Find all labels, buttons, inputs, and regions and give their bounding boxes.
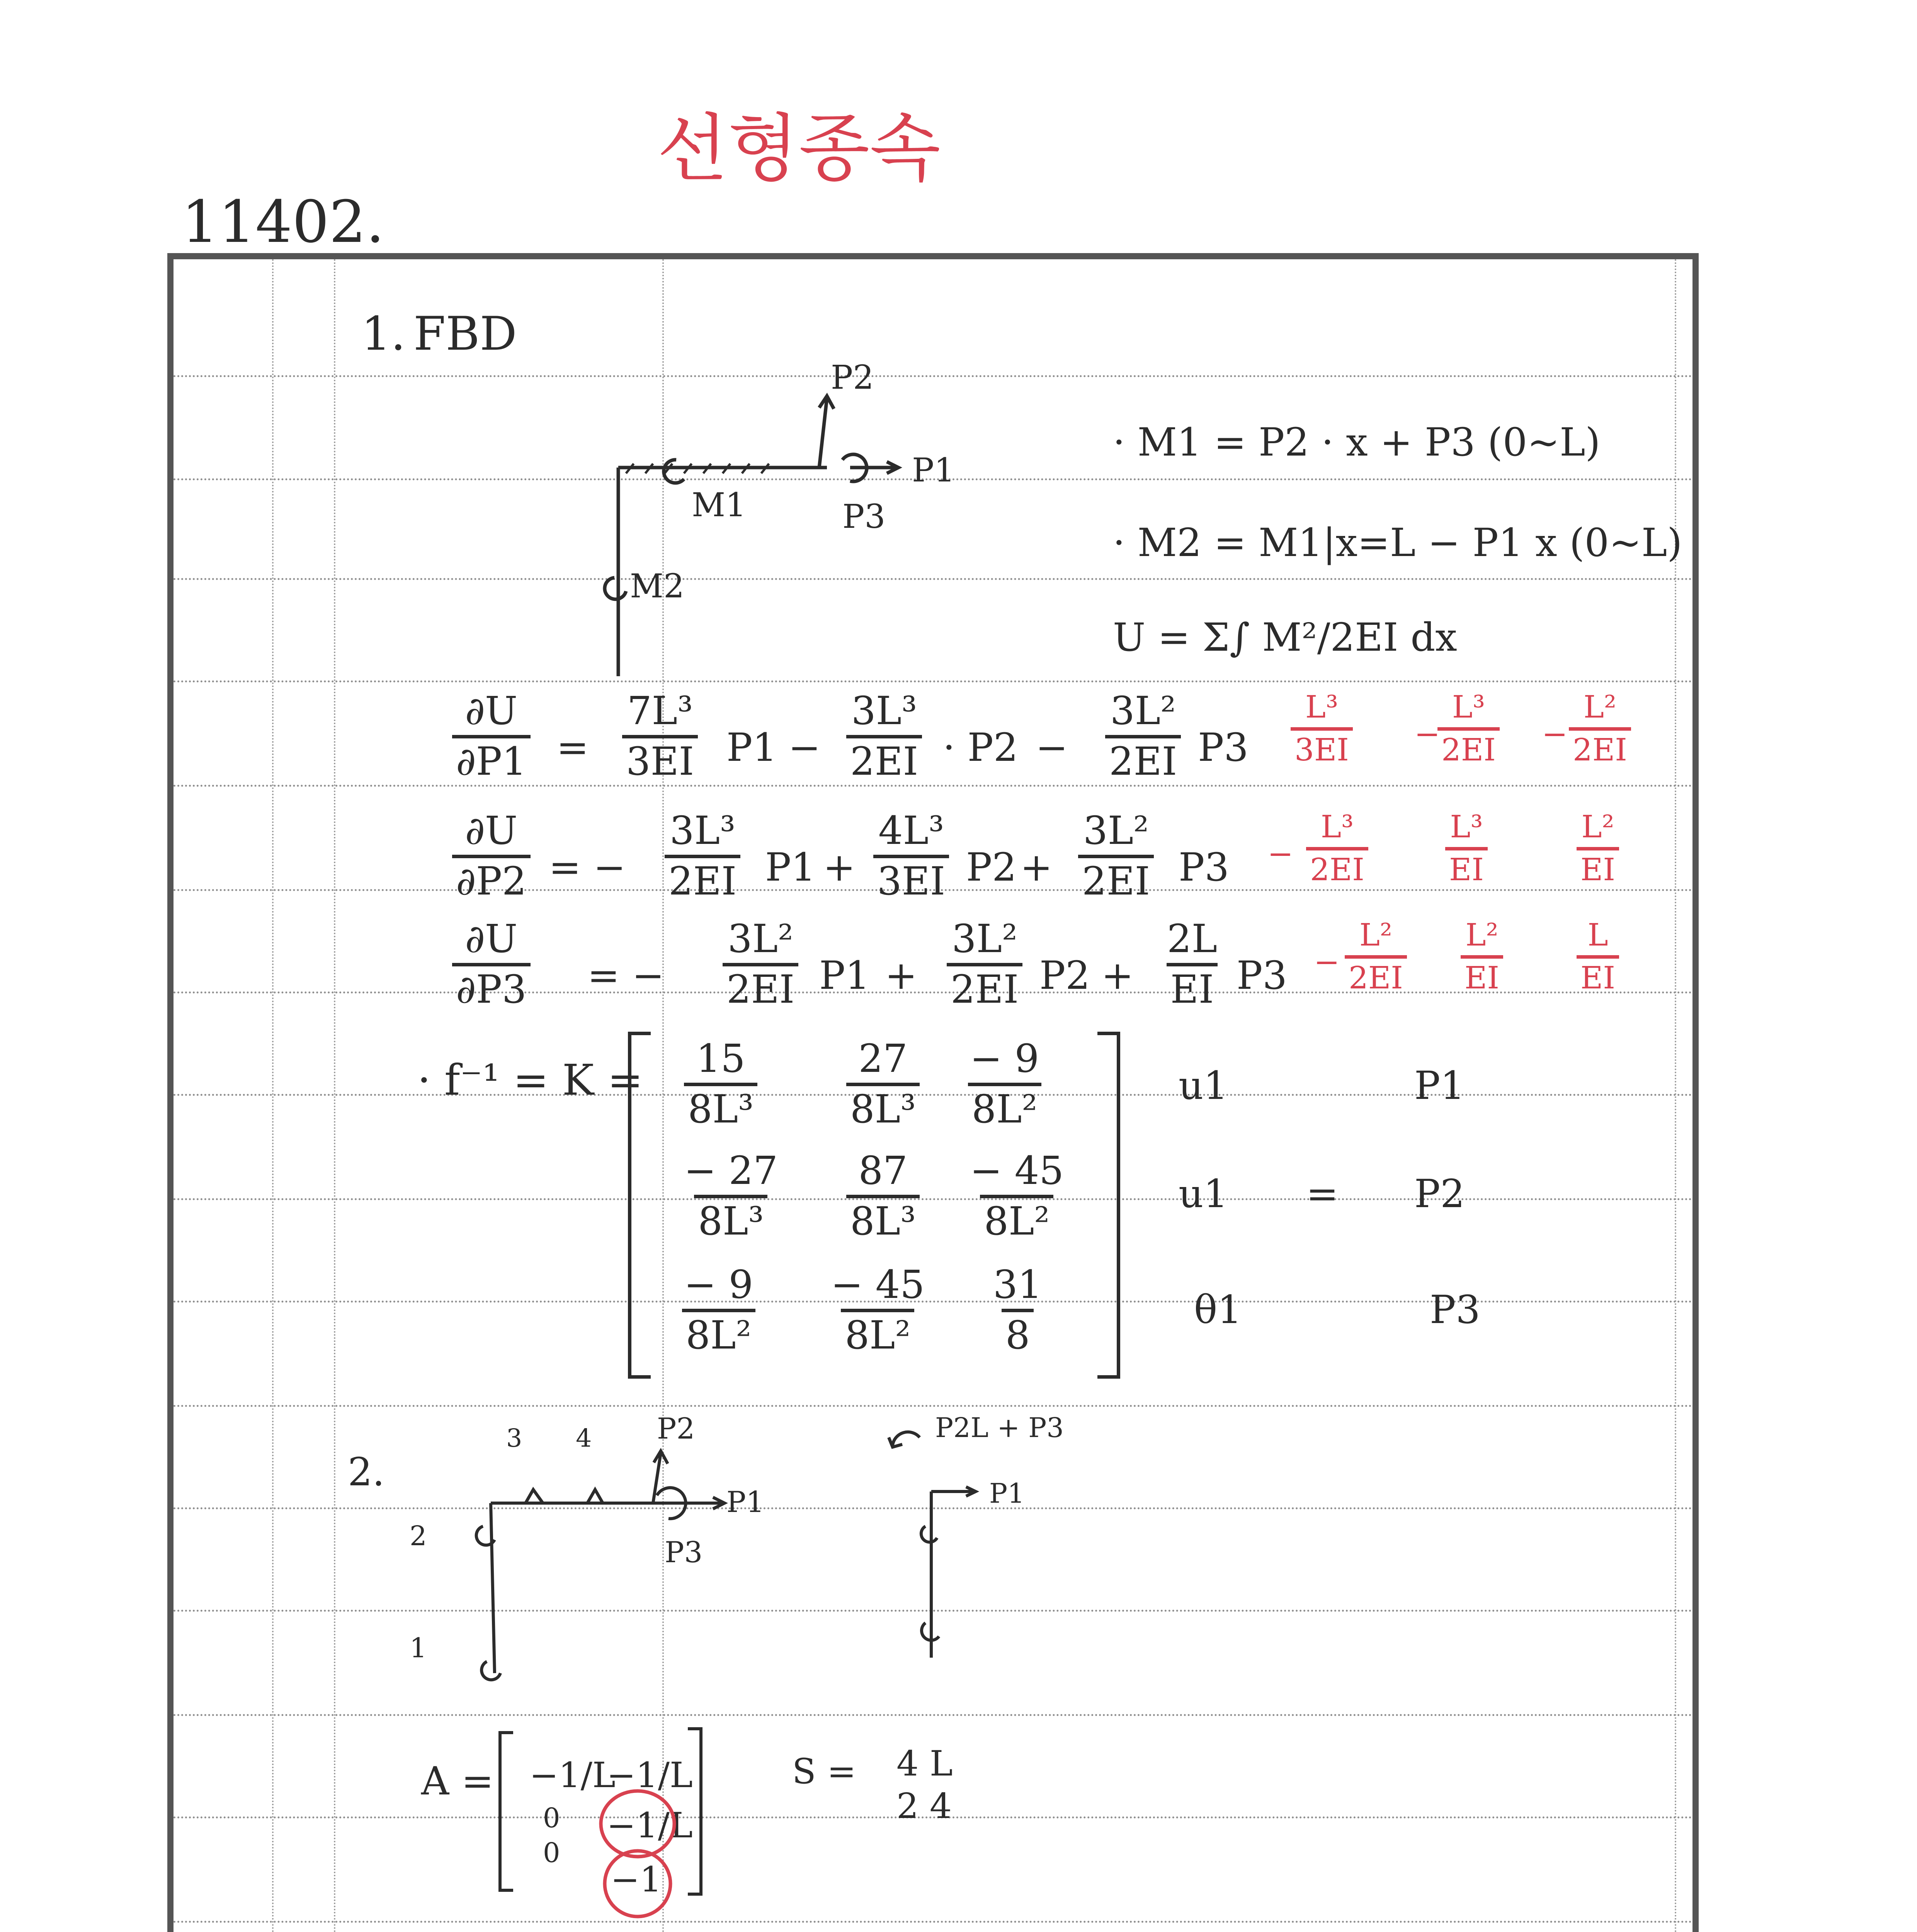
displacement-u1: u1 — [1179, 1171, 1228, 1216]
cell-numerator: − 45 — [970, 1148, 1064, 1193]
red-denominator: 2EI — [1569, 727, 1631, 765]
term-numerator: 3L³ — [851, 688, 917, 733]
fig-label-p2: P2 — [657, 1412, 695, 1446]
fbd-label-p3: P3 — [842, 498, 886, 536]
term-variable: P3 — [1179, 845, 1229, 890]
fbd-label-m1: M1 — [692, 486, 747, 524]
term-numerator: 3L² — [952, 916, 1018, 961]
cell-numerator: − 27 — [684, 1148, 778, 1193]
red-numerator: L³ — [1320, 809, 1354, 845]
cell-denominator: 8L² — [968, 1083, 1041, 1129]
term-variable: · P2 — [943, 725, 1018, 770]
term-sign: + — [885, 953, 917, 998]
term-denominator: 2EI — [1105, 735, 1181, 781]
term-numerator: 4L³ — [878, 808, 944, 853]
cell-numerator: − 9 — [970, 1036, 1039, 1081]
red-denominator: 2EI — [1437, 727, 1500, 765]
cell-numerator: − 9 — [684, 1262, 754, 1307]
red-denominator: EI — [1461, 955, 1503, 993]
load-p3: P3 — [1430, 1287, 1480, 1332]
term-variable: P1 — [726, 725, 777, 770]
node-label-4: 4 — [576, 1424, 592, 1453]
red-numerator: L — [1587, 917, 1608, 953]
red-sign: − — [1542, 716, 1568, 752]
term-fraction — [1078, 808, 1154, 904]
matrix-cell — [966, 1148, 1068, 1244]
section2-label: 2. — [348, 1449, 385, 1495]
fig2-moment-label: P2L + P3 — [935, 1412, 1064, 1444]
fbd-label-m2: M2 — [630, 567, 685, 605]
page-title: 선형종속 — [657, 106, 941, 191]
red-numerator: L³ — [1452, 689, 1485, 725]
matrix-cell — [827, 1262, 929, 1358]
lhs-fraction — [452, 688, 531, 784]
term-sign: − — [1036, 725, 1068, 770]
term-fraction — [846, 688, 922, 784]
node-label-1: 1 — [410, 1632, 427, 1664]
section1-heading: FBD — [413, 307, 517, 361]
load-p2: P2 — [1414, 1171, 1465, 1216]
term-fraction — [723, 916, 798, 1012]
matrix-cell — [680, 1148, 782, 1244]
cell-denominator: 8L³ — [684, 1083, 757, 1129]
lhs-denominator: ∂P3 — [452, 963, 531, 1009]
node-label-3: 3 — [506, 1424, 522, 1453]
red-coefficient — [1577, 809, 1619, 888]
term-sign: − — [788, 725, 821, 770]
lhs-fraction — [452, 808, 531, 904]
red-sign: − — [1267, 836, 1294, 872]
s-value: 4 L — [896, 1743, 953, 1784]
red-sign: − — [1414, 716, 1441, 752]
matrix-cell — [989, 1262, 1046, 1358]
red-coefficient — [1437, 689, 1500, 768]
cell-numerator: 15 — [696, 1036, 745, 1081]
term-sign: = − — [587, 953, 665, 998]
fig-label-p3: P3 — [665, 1535, 703, 1569]
fig2-p1-label: P1 — [989, 1478, 1025, 1509]
red-coefficient — [1577, 917, 1619, 996]
term-fraction — [622, 688, 698, 784]
red-denominator: EI — [1577, 847, 1619, 885]
rule-line — [173, 785, 1692, 787]
cell-numerator: 87 — [858, 1148, 908, 1193]
red-sign: − — [1314, 944, 1340, 980]
cell-denominator: 8L² — [682, 1309, 755, 1355]
lhs-numerator: ∂U — [465, 808, 518, 853]
term-denominator: 2EI — [665, 855, 740, 901]
term-numerator: 3L² — [1083, 808, 1149, 853]
term-sign: + — [1101, 953, 1134, 998]
load-p1: P1 — [1414, 1063, 1465, 1108]
a-matrix-cell: −1 — [611, 1859, 662, 1900]
red-denominator: EI — [1577, 955, 1619, 993]
red-numerator: L² — [1581, 809, 1614, 845]
matrix-left-bracket — [628, 1032, 651, 1379]
equation-u: U = Σ∫ M²/2EI dx — [1113, 615, 1457, 660]
term-numerator: 2L — [1167, 916, 1218, 961]
s-label: S = — [792, 1751, 856, 1792]
a-matrix-cell: −1/L — [529, 1755, 616, 1796]
lhs-numerator: ∂U — [465, 688, 518, 733]
equation-m1: · M1 = P2 · x + P3 (0~L) — [1113, 420, 1601, 465]
red-coefficient — [1569, 689, 1631, 768]
fig-label-p1: P1 — [726, 1485, 765, 1519]
cell-denominator: 8L² — [841, 1309, 914, 1355]
cell-denominator: 8L³ — [846, 1195, 920, 1241]
lhs-numerator: ∂U — [465, 916, 518, 961]
cell-numerator: 27 — [858, 1036, 908, 1081]
stiffness-label: · f⁻¹ = K = — [417, 1055, 643, 1105]
matrix-right-bracket — [1097, 1032, 1120, 1379]
a-matrix-cell: −1/L — [607, 1755, 693, 1796]
lhs-denominator: ∂P1 — [452, 735, 531, 781]
cell-denominator: 8 — [1002, 1309, 1034, 1355]
red-denominator: 2EI — [1345, 955, 1407, 993]
equation-m2: · M2 = M1|x=L − P1 x (0~L) — [1113, 520, 1682, 565]
fbd-label-p2: P2 — [831, 359, 874, 397]
term-numerator: 3L² — [1110, 688, 1176, 733]
red-numerator: L² — [1465, 917, 1499, 953]
matrix-cell — [846, 1148, 920, 1244]
fbd-diagram — [580, 367, 1005, 684]
a-matrix-cell: 0 — [543, 1802, 560, 1834]
free-body-diagram-2 — [881, 1414, 1043, 1665]
red-numerator: L³ — [1305, 689, 1339, 725]
term-variable: P2 — [966, 845, 1017, 890]
matrix-cell — [846, 1036, 920, 1132]
term-sign: + — [823, 845, 856, 890]
term-sign: = − — [549, 845, 626, 890]
lhs-fraction — [452, 916, 531, 1012]
rotation-theta1: θ1 — [1194, 1287, 1242, 1332]
term-variable: P3 — [1237, 953, 1287, 998]
term-fraction — [665, 808, 740, 904]
node-label-2: 2 — [410, 1520, 427, 1552]
fbd-label-p1: P1 — [912, 451, 955, 490]
red-coefficient — [1291, 689, 1353, 768]
matrix-cell — [680, 1262, 757, 1358]
term-numerator: 7L³ — [627, 688, 693, 733]
term-denominator: 2EI — [947, 963, 1022, 1009]
red-numerator: L³ — [1450, 809, 1483, 845]
term-fraction — [947, 916, 1022, 1012]
term-fraction — [873, 808, 949, 904]
term-variable: P1 — [819, 953, 870, 998]
term-denominator: 3EI — [873, 855, 949, 901]
equals-sign: = — [1306, 1171, 1339, 1216]
lhs-denominator: ∂P2 — [452, 855, 531, 901]
term-variable: P2 — [1039, 953, 1090, 998]
matrix-cell — [684, 1036, 757, 1132]
cell-numerator: 31 — [993, 1262, 1043, 1307]
rule-line — [173, 1714, 1692, 1716]
term-numerator: 3L³ — [670, 808, 736, 853]
term-variable: P1 — [765, 845, 816, 890]
a-matrix-left-bracket — [498, 1731, 513, 1892]
cell-numerator: − 45 — [831, 1262, 925, 1307]
red-coefficient — [1306, 809, 1368, 888]
red-coefficient — [1461, 917, 1503, 996]
term-variable: P3 — [1198, 725, 1249, 770]
term-denominator: 3EI — [622, 735, 698, 781]
term-fraction — [1105, 688, 1181, 784]
a-matrix-label: A = — [421, 1759, 494, 1804]
rule-line — [173, 1405, 1692, 1407]
term-denominator: 2EI — [723, 963, 798, 1009]
red-circle-annotation — [591, 1789, 684, 1928]
red-coefficient — [1445, 809, 1488, 888]
displacement-u1: u1 — [1179, 1063, 1228, 1108]
red-numerator: L² — [1583, 689, 1617, 725]
term-numerator: 3L² — [728, 916, 794, 961]
rule-line — [173, 1921, 1692, 1923]
red-coefficient — [1345, 917, 1407, 996]
term-fraction — [1163, 916, 1221, 1012]
term-denominator: EI — [1167, 963, 1218, 1009]
problem-code: 11402. — [182, 189, 384, 256]
red-denominator: 2EI — [1306, 847, 1368, 885]
a-matrix-cell: 0 — [543, 1837, 560, 1869]
a-matrix-cell: −1/L — [607, 1805, 693, 1846]
cell-denominator: 8L² — [980, 1195, 1053, 1241]
matrix-cell — [966, 1036, 1043, 1132]
section1-label: 1. — [361, 307, 406, 361]
red-denominator: EI — [1445, 847, 1488, 885]
term-sign: + — [1020, 845, 1053, 890]
cell-denominator: 8L³ — [846, 1083, 920, 1129]
term-sign: = — [556, 725, 589, 770]
term-denominator: 2EI — [1078, 855, 1154, 901]
term-denominator: 2EI — [846, 735, 922, 781]
red-numerator: L² — [1359, 917, 1393, 953]
cell-denominator: 8L³ — [694, 1195, 767, 1241]
red-denominator: 3EI — [1291, 727, 1353, 765]
s-value: 2 4 — [896, 1786, 952, 1827]
